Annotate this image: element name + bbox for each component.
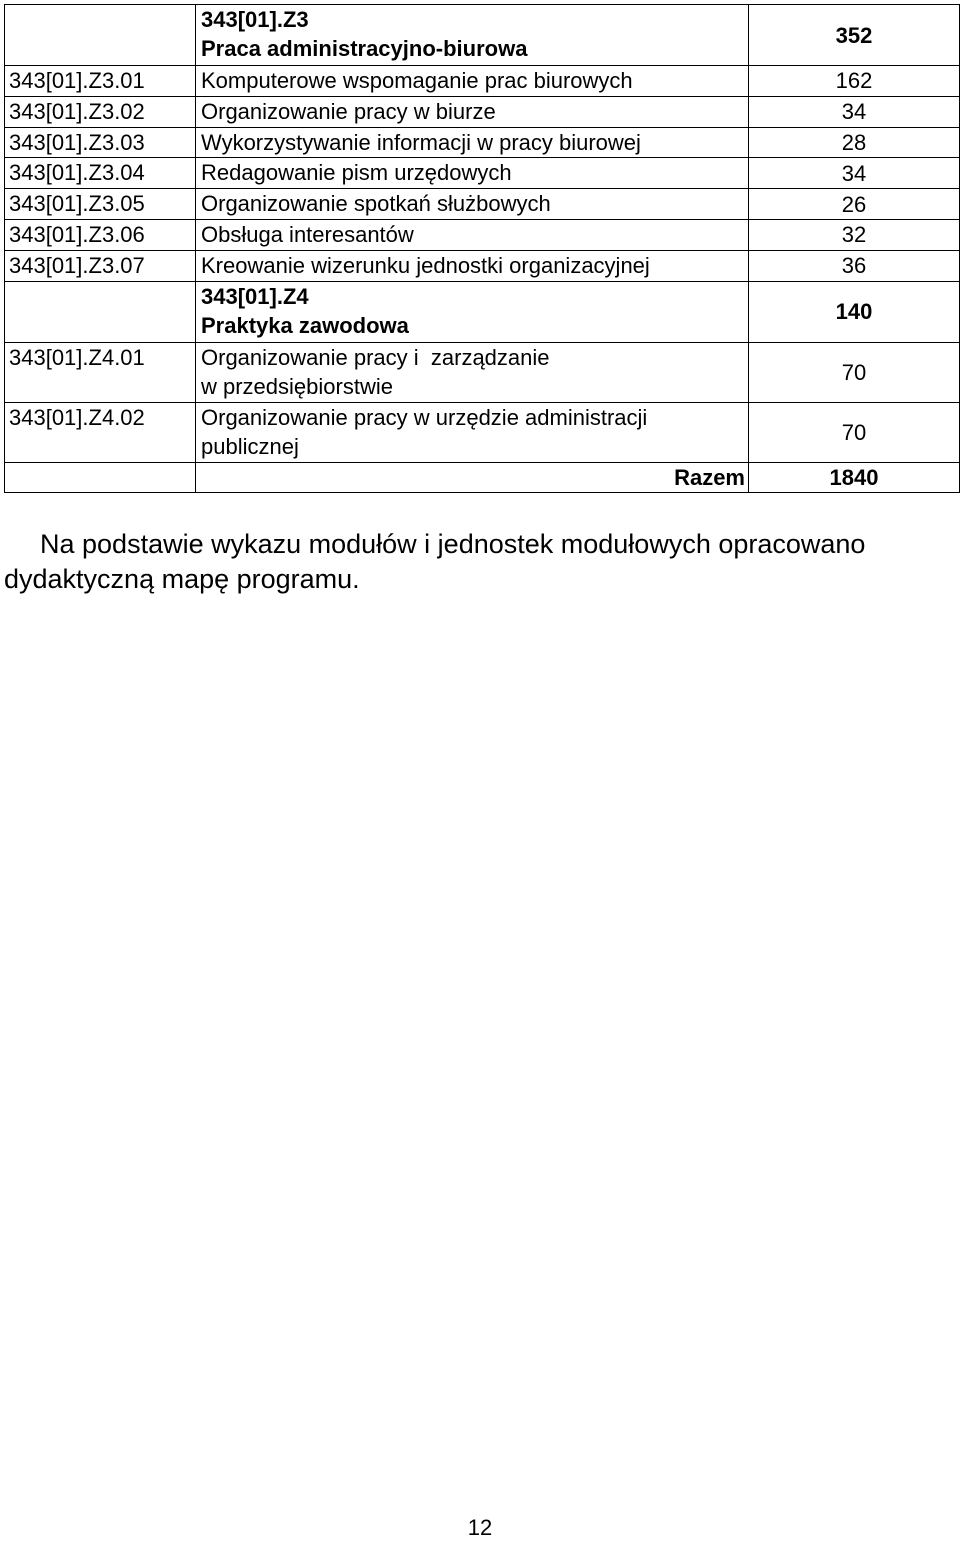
total-hours: 1840 [749, 462, 960, 492]
unit-code: 343[01].Z3.05 [5, 189, 196, 220]
unit-name-line1: Organizowanie pracy w urzędzie administracji [201, 404, 648, 430]
total-row [5, 462, 960, 492]
total-label: Razem [196, 462, 749, 492]
unit-hours: 70 [749, 402, 960, 462]
table-row [5, 250, 960, 281]
section-row-z3 [5, 5, 960, 66]
unit-hours: 36 [749, 250, 960, 281]
unit-name [196, 342, 749, 402]
unit-name: Obsługa interesantów [196, 219, 749, 250]
table-row [5, 66, 960, 97]
unit-name: Komputerowe wspomaganie prac biurowych [196, 66, 749, 97]
page-number: 12 [467, 1515, 493, 1540]
section-title-cell [196, 5, 749, 66]
unit-code: 343[01].Z4.01 [5, 342, 196, 402]
section-code-cell [5, 5, 196, 66]
unit-name: Organizowanie pracy w biurze [196, 96, 749, 127]
unit-hours: 70 [749, 342, 960, 402]
section-code: 343[01].Z3 [201, 7, 309, 32]
unit-name-line2: w przedsiębiorstwie [201, 373, 393, 399]
table-row [5, 127, 960, 158]
table-row [5, 96, 960, 127]
unit-hours: 34 [749, 96, 960, 127]
unit-hours: 28 [749, 127, 960, 158]
section-title: Praca administracyjno-biurowa [201, 36, 528, 61]
unit-code: 343[01].Z3.04 [5, 158, 196, 189]
unit-name: Redagowanie pism urzędowych [196, 158, 749, 189]
total-empty-cell [5, 462, 196, 492]
unit-name: Kreowanie wizerunku jednostki organizacyjnej [196, 250, 749, 281]
section-code-cell [5, 281, 196, 342]
paragraph-line-1: Na podstawie wykazu modułów i jednostek modułowych opracowano [40, 529, 866, 559]
section-title-cell [196, 281, 749, 342]
unit-name [196, 402, 749, 462]
unit-name-line2: publicznej [201, 433, 299, 459]
table-row [5, 219, 960, 250]
module-hours-table [4, 4, 960, 493]
unit-hours: 34 [749, 158, 960, 189]
summary-paragraph [4, 527, 954, 597]
unit-name-line1: Organizowanie pracy i zarządzanie [201, 344, 550, 370]
unit-hours: 26 [749, 189, 960, 220]
section-hours: 352 [749, 5, 960, 66]
unit-hours: 162 [749, 66, 960, 97]
section-code: 343[01].Z4 [201, 283, 309, 309]
unit-code: 343[01].Z3.02 [5, 96, 196, 127]
paragraph-line-2: dydaktyczną mapę programu. [4, 564, 360, 594]
unit-hours: 32 [749, 219, 960, 250]
unit-code: 343[01].Z3.03 [5, 127, 196, 158]
unit-code: 343[01].Z3.01 [5, 66, 196, 97]
unit-code: 343[01].Z4.02 [5, 402, 196, 462]
table-row [5, 158, 960, 189]
table-row [5, 342, 960, 402]
table-row [5, 402, 960, 462]
table-row [5, 189, 960, 220]
section-hours: 140 [749, 281, 960, 342]
unit-code: 343[01].Z3.06 [5, 219, 196, 250]
unit-name: Wykorzystywanie informacji w pracy biurowej [196, 127, 749, 158]
section-title: Praktyka zawodowa [201, 312, 409, 338]
unit-code: 343[01].Z3.07 [5, 250, 196, 281]
unit-name: Organizowanie spotkań służbowych [196, 189, 749, 220]
section-row-z4 [5, 281, 960, 342]
